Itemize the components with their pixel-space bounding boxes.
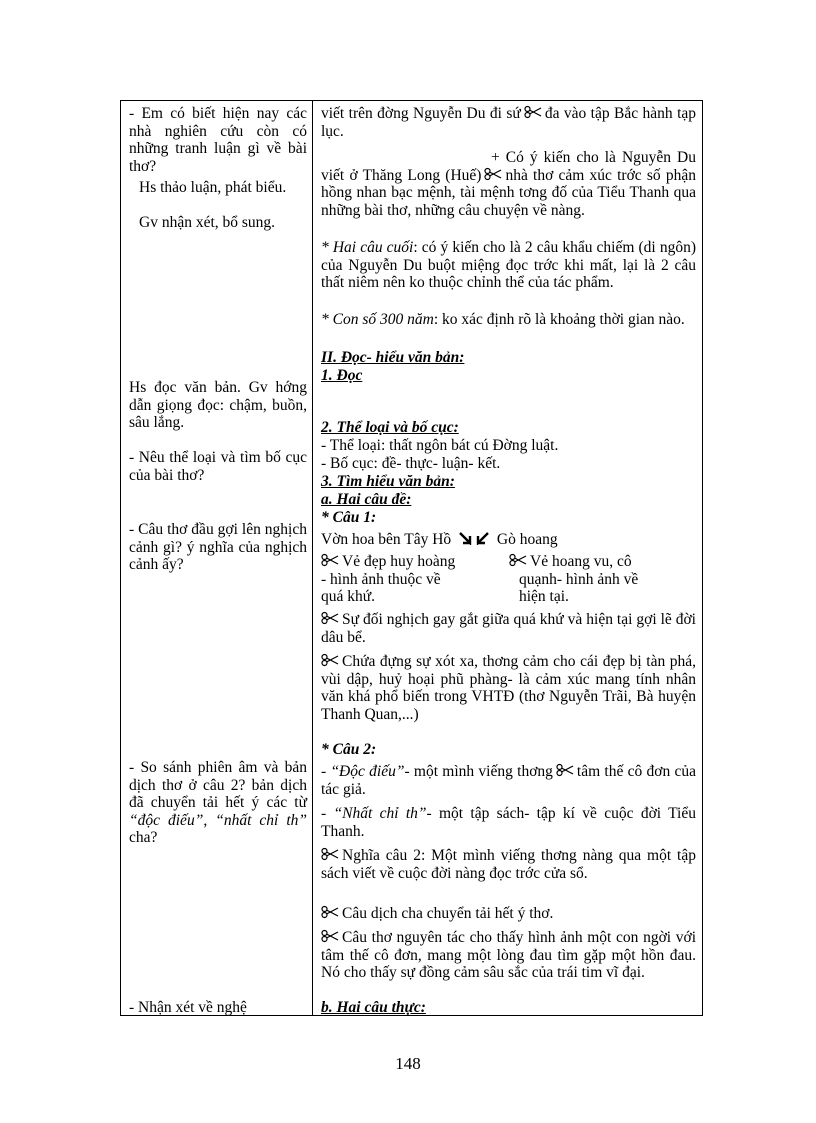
text-r2a: + Có ý kiến cho là Nguyễn Du viết ở Thăng Long (Huế) [321, 149, 696, 184]
heading-read-understand: II. Đọc- hiểu văn bản: [321, 349, 465, 366]
question-compare-text: - So sánh phiên âm và bản dịch thơ ở câu 2? bản dịch đã chuyển tải hết ý các từ [129, 759, 307, 811]
content-column [313, 101, 702, 1015]
scissors-icon [321, 905, 339, 919]
text-col-r1: Vẻ hoang vu, cô [530, 553, 632, 570]
contrast-arrows-icon [458, 531, 490, 545]
lesson-table [120, 100, 703, 1016]
paragraph-thang-long [321, 149, 696, 219]
page-number: 148 [395, 1054, 421, 1073]
text-caudich: Câu dịch cha chuyển tải hết ý thơ. [342, 905, 554, 922]
term-doc-dieu-right: “Độc điếu” [330, 763, 405, 780]
question-art: - Nhận xét về nghệ [129, 999, 247, 1016]
text-nghia: Nghĩa câu 2: Một mình viếng thơng nàng qua một tập sách viết về cuộc đời nàng đọc trớc cửa sổ. [321, 847, 696, 882]
text-docdieu-a: - một mình viếng thơng [404, 763, 553, 780]
paragraph-translation [321, 905, 696, 923]
question-first-line: - Câu thơ đầu gợi lên nghịch cảnh gì? ý nghĩa của nghịch cảnh ấy? [129, 521, 307, 573]
scissors-icon [321, 653, 339, 667]
text-docdieu-b: tâm thế cô đơn của tác giả. [321, 763, 696, 798]
heading-two-opening-lines: a. Hai câu đề: [321, 491, 412, 508]
reading-instruction: Hs đọc văn bản. Gv hớng dẫn giọng đọc: chậm, buồn, sâu lắng. [129, 379, 307, 431]
text-chua: Chứa đựng sự xót xa, thơng cảm cho cái đẹp bị tàn phá, vùi dập, huỷ hoại phũ phàng- là cảm xúc mang tính nhân văn khá phổ biến trong VHTĐ (thơ Nguyễn Trãi, Bà huyện Thanh Quan,...) [321, 653, 696, 723]
scissors-icon [321, 847, 339, 861]
heading-genre-structure: 2. Thể loại và bố cục: [321, 419, 459, 436]
scissors-icon [524, 105, 542, 119]
term-nhat-chi-right: “Nhất chỉ th” [333, 805, 427, 822]
scissors-icon [321, 611, 339, 625]
text-r1b: đa vào tập Bắc hành tạp lục. [321, 105, 697, 140]
text-col-l3: quá khứ. [321, 588, 376, 605]
paragraph-last-two-lines [321, 239, 696, 292]
scissors-icon [321, 929, 339, 943]
paragraph-300-years [321, 311, 696, 329]
genre-text: - Thể loại: thất ngôn bát cú Đờng luật. [321, 437, 559, 454]
text-go-hoang: Gò hoang [496, 531, 558, 548]
question-genre: - Nêu thể loại và tìm bố cục của bài thơ? [129, 449, 307, 484]
scissors-icon [321, 553, 339, 567]
text-col-l2: - hình ảnh thuộc về [321, 570, 441, 588]
contrast-left-column [321, 553, 511, 606]
paragraph-written-on-road [321, 105, 696, 140]
text-sudoi: Sự đối nghịch gay gắt giữa quá khứ và hiện tại gợi lẽ đời dâu bể. [321, 611, 696, 646]
text-r1a: viết trên đờng Nguyễn Du đi sứ [321, 105, 521, 122]
heading-explore-text: 3. Tìm hiểu văn bản: [321, 473, 455, 490]
paragraph-nhat-chi: - “Nhất chỉ th”- một tập sách- tập kí về cuộc đời Tiểu Thanh. [321, 805, 696, 840]
scissors-icon [556, 763, 574, 777]
question-debate: - Em có biết hiện nay các nhà nghiên cứu còn có những tranh luận gì về bài thơ? [129, 105, 307, 175]
text-von-hoa: Vờn hoa bên Tây Hồ [321, 531, 452, 548]
contrast-right-column [509, 553, 689, 606]
scissors-icon [484, 167, 502, 181]
line-1-label: * Câu 1: [321, 509, 377, 526]
text-col-l1: Vẻ đẹp huy hoàng [342, 553, 456, 570]
text-col-r3: hiện tại. [519, 588, 569, 605]
question-compare: - So sánh phiên âm và bản dịch thơ ở câu 2? bản dịch đã chuyển tải hết ý các từ “độc điếu”, “nhất chỉ th” cha? [129, 759, 308, 846]
contrast-line [321, 531, 696, 549]
heading-two-real-lines: b. Hai câu thực: [321, 999, 426, 1016]
label-last-two-lines: * Hai câu cuối [321, 239, 414, 256]
paragraph-original [321, 929, 696, 982]
paragraph-contrast [321, 611, 696, 646]
heading-reading: 1. Đọc [321, 367, 363, 384]
teacher-comment: Gv nhận xét, bổ sung. [139, 214, 276, 231]
text-r2b: nhà thơ cảm xúc trớc số phận hồng nhan bạc mệnh, tài mệnh tơng đố của Tiểu Thanh qua những bài thơ, những câu chuyện về nàng. [321, 166, 696, 219]
paragraph-compassion [321, 653, 696, 723]
paragraph-doc-dieu: - “Độc điếu”- một mình viếng thơng tâm thế cô đơn của tác giả. [321, 763, 696, 798]
label-300-years: * Con số 300 năm [321, 311, 434, 328]
term-doc-dieu: “độc điếu” [129, 811, 204, 829]
text-col-r2: quạnh- hình ảnh về [519, 570, 639, 588]
scissors-icon [509, 553, 527, 567]
structure-text: - Bố cục: đề- thực- luận- kết. [321, 455, 501, 472]
term-nhat-chi-th: “nhất chỉ th” [215, 811, 308, 829]
student-discussion: Hs thảo luận, phát biểu. [139, 179, 287, 196]
text-r3: : có ý kiến cho là 2 câu khẩu chiếm (di ngôn) của Nguyễn Du buột miệng đọc trớc khi mất, lại là 2 câu thất niêm nên ko thuộc chỉnh thể của tác phẩm. [321, 239, 696, 291]
teacher-student-column [121, 101, 312, 1015]
text-cauthonguyen: Câu thơ nguyên tác cho thấy hình ảnh một con ngời với tâm thế cô đơn, mang một lòng đau tìm gặp một hồn đau. Nó cho thấy sự đồng cảm sâu sắc của trái tim vĩ đại. [321, 929, 696, 981]
line-2-label: * Câu 2: [321, 741, 377, 758]
paragraph-meaning [321, 847, 696, 882]
text-r4: : ko xác định rõ là khoảng thời gian nào. [433, 311, 685, 328]
text-nhatchi: - một tập sách- tập kí về cuộc đời Tiểu Thanh. [321, 805, 696, 840]
question-compare-end: cha? [129, 829, 158, 846]
